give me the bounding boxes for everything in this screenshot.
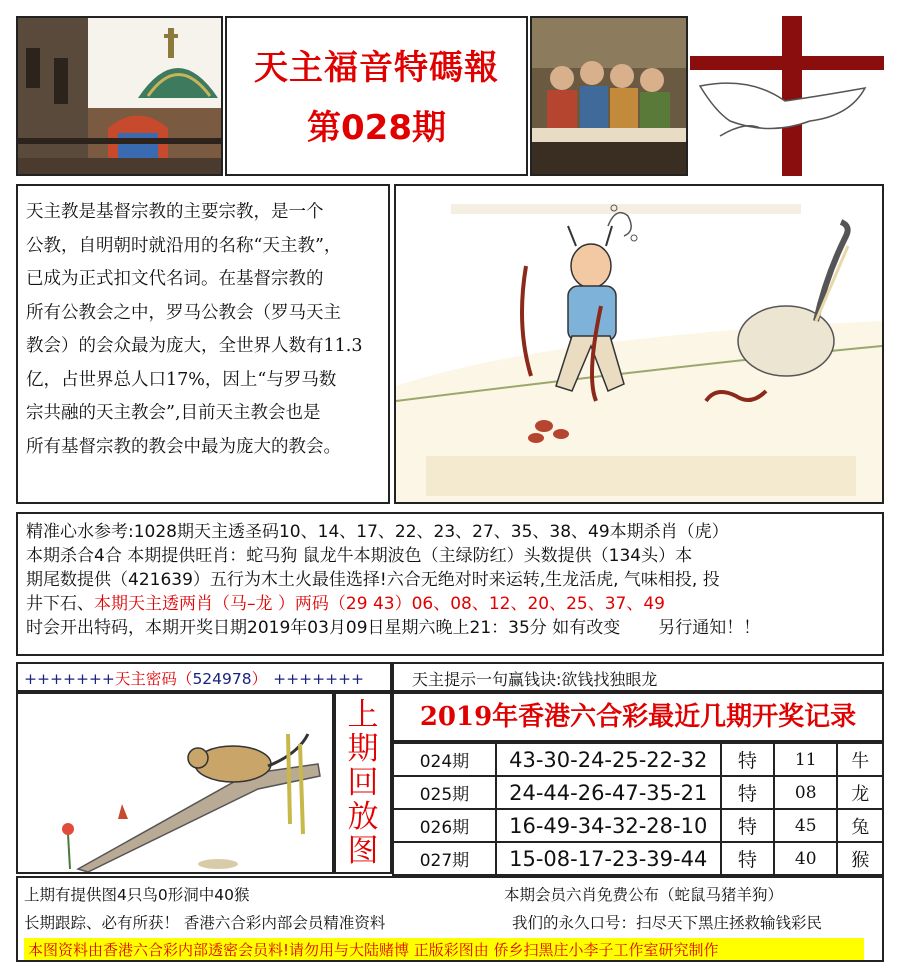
special-label-cell: 特 <box>721 842 774 875</box>
records-title-panel <box>392 692 884 742</box>
tips-line: 精准心水参考:1028期天主透圣码10、14、17、22、23、27、35、38、49本期杀肖（虎） <box>26 522 729 542</box>
intro-line: 天主教是基督宗教的主要宗教，是一个 <box>26 202 324 222</box>
secret-code-value: 524978 <box>192 670 252 688</box>
secret-code-panel <box>16 662 392 692</box>
review-label-char: 上 <box>347 697 379 733</box>
special-label-cell: 特 <box>721 776 774 809</box>
issue-cell: 024期 <box>393 743 496 776</box>
numbers-cell: 15-08-17-23-39-44 <box>496 842 721 875</box>
intro-line: 已成为正式扣文代名词。在基督宗教的 <box>26 269 324 289</box>
hint-panel <box>392 662 884 692</box>
last-supper-image <box>530 16 688 176</box>
zodiac-cell: 牛 <box>837 743 883 776</box>
title-panel <box>225 16 528 176</box>
footer-banner <box>24 938 864 960</box>
tips-line: 期尾数提供（421639）五行为木土火最佳选择!六合无绝对时来运转,生龙活虎, 气味相投, 投 <box>26 570 720 590</box>
intro-line: 教会）的会众最为庞大，全世界人数有11.3 <box>26 336 363 356</box>
tips-line-text: 时会开出特码，本期开奖日期2019年03月09日星期六晚上21：35分 如有改变 <box>26 618 621 638</box>
intro-line: 公教，自明朝时就沿用的名称“天主教”， <box>26 235 342 256</box>
zodiac-cell: 龙 <box>837 776 883 809</box>
zodiac-cell: 猴 <box>837 842 883 875</box>
intro-line: 所有基督宗教的教会中最为庞大的教会。 <box>26 436 341 457</box>
intro-line: 亿，占世界总人口17%，因上“与罗马数 <box>26 369 337 390</box>
tips-line-text: 井下石、 <box>26 594 94 614</box>
church-dome-illustration <box>18 18 221 174</box>
table-row <box>393 776 883 809</box>
table-row <box>393 842 883 875</box>
numbers-cell: 43-30-24-25-22-32 <box>496 743 721 776</box>
intro-line: 所有公教会之中，罗马公教会（罗马天主 <box>26 302 341 323</box>
numbers-cell: 24-44-26-47-35-21 <box>496 776 721 809</box>
special-number-cell: 40 <box>774 842 837 875</box>
issue-cell: 025期 <box>393 776 496 809</box>
records-title: 2019年香港六合彩最近几期开奖记录 <box>419 702 857 732</box>
tips-panel <box>16 512 884 656</box>
cross-dove-image <box>690 16 884 176</box>
review-label-panel <box>334 692 392 874</box>
intro-line: 宗共融的天主教会”,目前天主教会也是 <box>26 403 321 423</box>
table-row <box>393 743 883 776</box>
tips-line <box>26 592 882 616</box>
numbers-cell: 16-49-34-32-28-10 <box>496 809 721 842</box>
secret-code-label-end: ） <box>251 670 268 688</box>
zodiac-cell: 兔 <box>837 809 883 842</box>
painting-illustration <box>532 18 686 174</box>
review-label-char: 期 <box>347 731 379 767</box>
secret-code-label: 天主密码（ <box>114 670 193 688</box>
footer-panel <box>16 876 884 962</box>
records-table <box>392 742 884 876</box>
tips-notice: 另行通知！！ <box>658 618 761 638</box>
footer-members-note: 本期会员六肖免费公布（蛇鼠马猪羊狗） <box>504 886 784 904</box>
review-image-panel <box>16 692 334 874</box>
plus-decoration: +++++++ <box>273 670 365 688</box>
tips-line <box>26 616 882 640</box>
issue-cell: 026期 <box>393 809 496 842</box>
special-number-cell: 08 <box>774 776 837 809</box>
special-label-cell: 特 <box>721 809 774 842</box>
issue-cell: 027期 <box>393 842 496 875</box>
review-label-char: 放 <box>347 799 379 835</box>
special-label-cell: 特 <box>721 743 774 776</box>
cartoon-panel <box>394 184 884 504</box>
special-number-cell: 11 <box>774 743 837 776</box>
snake-cartoon-illustration <box>396 186 882 502</box>
page-title: 天主福音特碼報 <box>254 48 499 88</box>
footer-banner-text: 本图资料由香港六合彩内部透密会员料!请勿用与大陆赌博 正版彩图由 侨乡扫黑庄小李子工作室研究制作 <box>28 941 719 959</box>
church-image <box>16 16 223 176</box>
footer-note: 上期有提供图4只鸟0形洞中40猴 <box>24 886 250 904</box>
intro-text-panel <box>16 184 390 504</box>
plus-decoration: +++++++ <box>24 670 115 688</box>
cross-dove-illustration <box>690 16 884 176</box>
winning-hint: 天主提示一句赢钱诀:欲钱找独眼龙 <box>412 670 658 689</box>
issue-number: 第028期 <box>307 108 446 148</box>
footer-tracking-note: 长期跟踪、必有所获！ 香港六合彩内部会员精准资料 <box>24 914 386 932</box>
animal-branch-illustration <box>18 694 332 872</box>
review-label-char: 图 <box>347 833 379 869</box>
special-number-cell: 45 <box>774 809 837 842</box>
table-row <box>393 809 883 842</box>
tips-highlight: 本期天主透两肖（马–龙 ）两码（29 43）06、08、12、20、25、37、49 <box>94 594 665 614</box>
tips-line: 本期杀合4合 本期提供旺肖：蛇马狗 鼠龙牛本期波色（主绿防红）头数提供（134头）本 <box>26 546 693 566</box>
review-label-char: 回 <box>347 765 379 801</box>
footer-slogan: 我们的永久口号：扫尽天下黑庄拯救输钱彩民 <box>512 914 823 932</box>
